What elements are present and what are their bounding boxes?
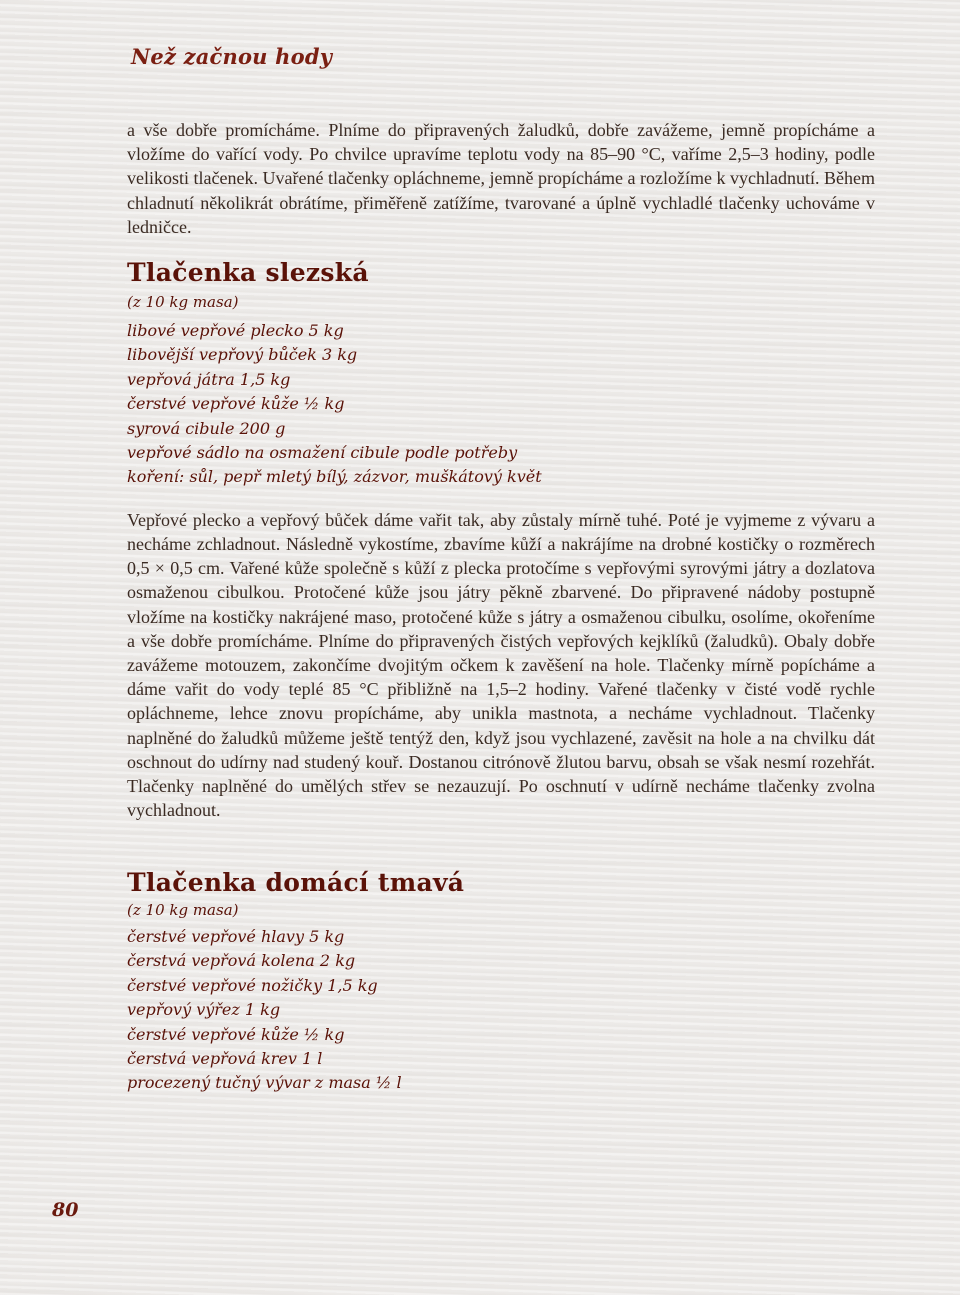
running-head: Než začnou hody: [131, 44, 333, 69]
ingredient-item: vepřové sádlo na osmažení cibule podle potřeby: [127, 443, 518, 463]
ingredient-item: libovější vepřový bůček 3 kg: [127, 345, 358, 365]
ingredient-item: vepřová játra 1,5 kg: [127, 369, 291, 389]
recipe-method: Vepřové plecko a vepřový bůček dáme vařit tak, aby zůstaly mírně tuhé. Poté je vyjmeme z vývaru a necháme zchladnout. Následně vykostíme, zbavíme kůží a nakrájíme na drobné kostičky o rozměrech 0,5 × 0,5 cm. Vařené kůže společně s kůží z plecka protočíme s vepřovými syrovými játry a dozlatova osmaženou cibulkou. Protočené kůže jsou játry pěkně zbarvené. Do připravené nádoby postupně vložíme na kostičky nakrájené maso, protočené kůže s játry a osmaženou cibulku, osolíme, okořeníme a vše dobře promícháme. Plníme do připravených čistých vepřových kejklíků (žaludků). Obaly dobře zavážeme motouzem, zakončíme dvojitým očkem k zavěšení na hole. Tlačenky mírně popícháme a dáme vařit do vody teplé 85 °C přibližně na 1,5–2 hodiny. Vařené tlačenky v čisté vodě rychle opláchneme, lehce znovu propícháme, aby unikla mastnota, a necháme vychladnout. Tlačenky naplněné do žaludků můžeme ještě tentýž den, když jsou vychlazené, zavěsit na hole a na chvilku dát oschnout do udírny nad studený kouř. Dostanou citrónově žlutou barvu, obsah se však nesmí rozehřát. Tlačenky naplněné do umělých střev se nezauzují. Po oschnutí v udírně necháme tlačenky zvolna vychladnout.: [127, 509, 875, 821]
ingredient-item: koření: sůl, pepř mletý bílý, zázvor, muškátový květ: [127, 467, 542, 487]
ingredient-item: vepřový výřez 1 kg: [127, 1000, 281, 1020]
ingredient-list: [127, 319, 875, 490]
ingredient-list: [127, 925, 875, 1096]
page-number: 80: [52, 1199, 79, 1221]
intro-section: [127, 118, 875, 239]
ingredient-item: čerstvé vepřové kůže ½ kg: [127, 1024, 345, 1044]
recipe-domaci-tmava: [127, 868, 875, 1096]
recipe-yield: (z 10 kg masa): [127, 293, 239, 311]
ingredient-item: čerstvé vepřové nožičky 1,5 kg: [127, 975, 378, 995]
ingredient-item: procezený tučný vývar z masa ½ l: [127, 1073, 402, 1093]
intro-paragraph: a vše dobře promícháme. Plníme do připravených žaludků, dobře zavážeme, jemně propícháme a vložíme do vařící vody. Po chvilce upravíme teplotu vody na 85–90 °C, vaříme 2,5–3 hodiny, podle velikosti tlačenek. Uvařené tlačenky opláchneme, jemně propícháme a rozložíme k vychladnutí. Během chladnutí několikrát obrátíme, přiměřeně zatížíme, tvarované a úplně vychladlé tlačenky uchováme v ledničce.: [127, 120, 875, 237]
ingredient-item: libové vepřové plecko 5 kg: [127, 321, 344, 340]
ingredient-item: čerstvá vepřová kolena 2 kg: [127, 951, 356, 971]
ingredient-item: čerstvé vepřové kůže ½ kg: [127, 394, 345, 414]
recipe-title: Tlačenka slezská: [127, 258, 369, 287]
ingredient-item: syrová cibule 200 g: [127, 418, 286, 438]
ingredient-item: čerstvé vepřové hlavy 5 kg: [127, 927, 345, 946]
recipe-title: Tlačenka domácí tmavá: [127, 868, 465, 897]
recipe-yield: (z 10 kg masa): [127, 901, 239, 919]
recipe-slezska: [127, 258, 875, 822]
ingredient-item: čerstvá vepřová krev 1 l: [127, 1049, 323, 1069]
